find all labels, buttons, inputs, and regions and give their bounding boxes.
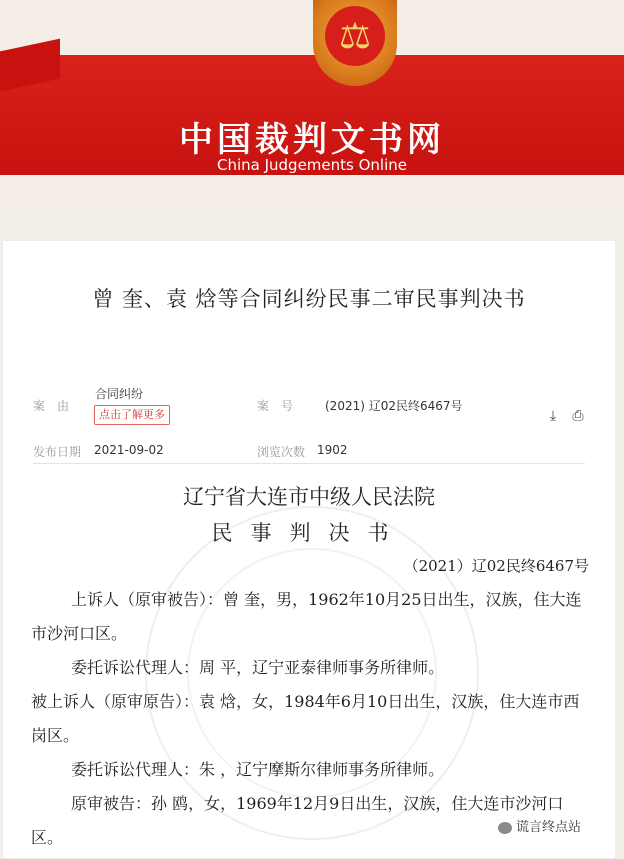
document-type: 民事判决书: [211, 521, 407, 545]
views-value: 1902: [317, 443, 348, 457]
scales-icon: ⚖: [325, 6, 385, 66]
date-value: 2021-09-02: [94, 443, 164, 457]
cause-label: 案 由: [33, 399, 70, 413]
court-name: 辽宁省大连市中级人民法院: [183, 485, 435, 509]
wechat-icon: [498, 822, 512, 834]
site-header: [0, 0, 624, 210]
case-no-label: 案 号: [257, 399, 294, 413]
print-icon[interactable]: ⎙: [572, 408, 584, 424]
learn-more-button[interactable]: 点击了解更多: [94, 405, 170, 425]
document-card: [2, 240, 616, 859]
paragraph-appellee-agent: 委托诉讼代理人：朱 ，辽宁摩斯尔律师事务所律师。: [71, 760, 445, 779]
paragraph-appellee: 被上诉人（原审原告）：袁 焓，女，1984年6月10日出生，汉族，住大连市西岗区。: [31, 692, 580, 745]
site-title: 中国裁判文书网: [179, 120, 445, 160]
site-subtitle: China Judgements Online: [216, 156, 407, 174]
case-no-value: (2021) 辽02民终6467号: [325, 399, 463, 413]
case-number: （2021）辽02民终6467号: [403, 557, 589, 575]
date-label: 发布日期: [33, 445, 82, 459]
paragraph-original-defendant: 原审被告：孙 鸥，女，1969年12月9日出生，汉族，住大连市沙河口区。: [31, 794, 564, 847]
court-emblem: [313, 0, 397, 86]
wechat-watermark: 谎言终点站: [498, 816, 581, 835]
views-label: 浏览次数: [257, 445, 306, 459]
divider: [33, 463, 585, 464]
download-icon[interactable]: ⤓: [549, 408, 557, 424]
paragraph-appellant: 上诉人（原审被告）：曾 奎，男，1962年10月25日出生，汉族，住大连市沙河口区。: [31, 590, 582, 643]
cause-value: 合同纠纷: [95, 387, 144, 401]
paragraph-appellant-agent: 委托诉讼代理人：周 平，辽宁亚泰律师事务所律师。: [71, 658, 445, 677]
document-title: 曾 奎、袁 焓等合同纠纷民事二审民事判决书: [92, 287, 526, 311]
